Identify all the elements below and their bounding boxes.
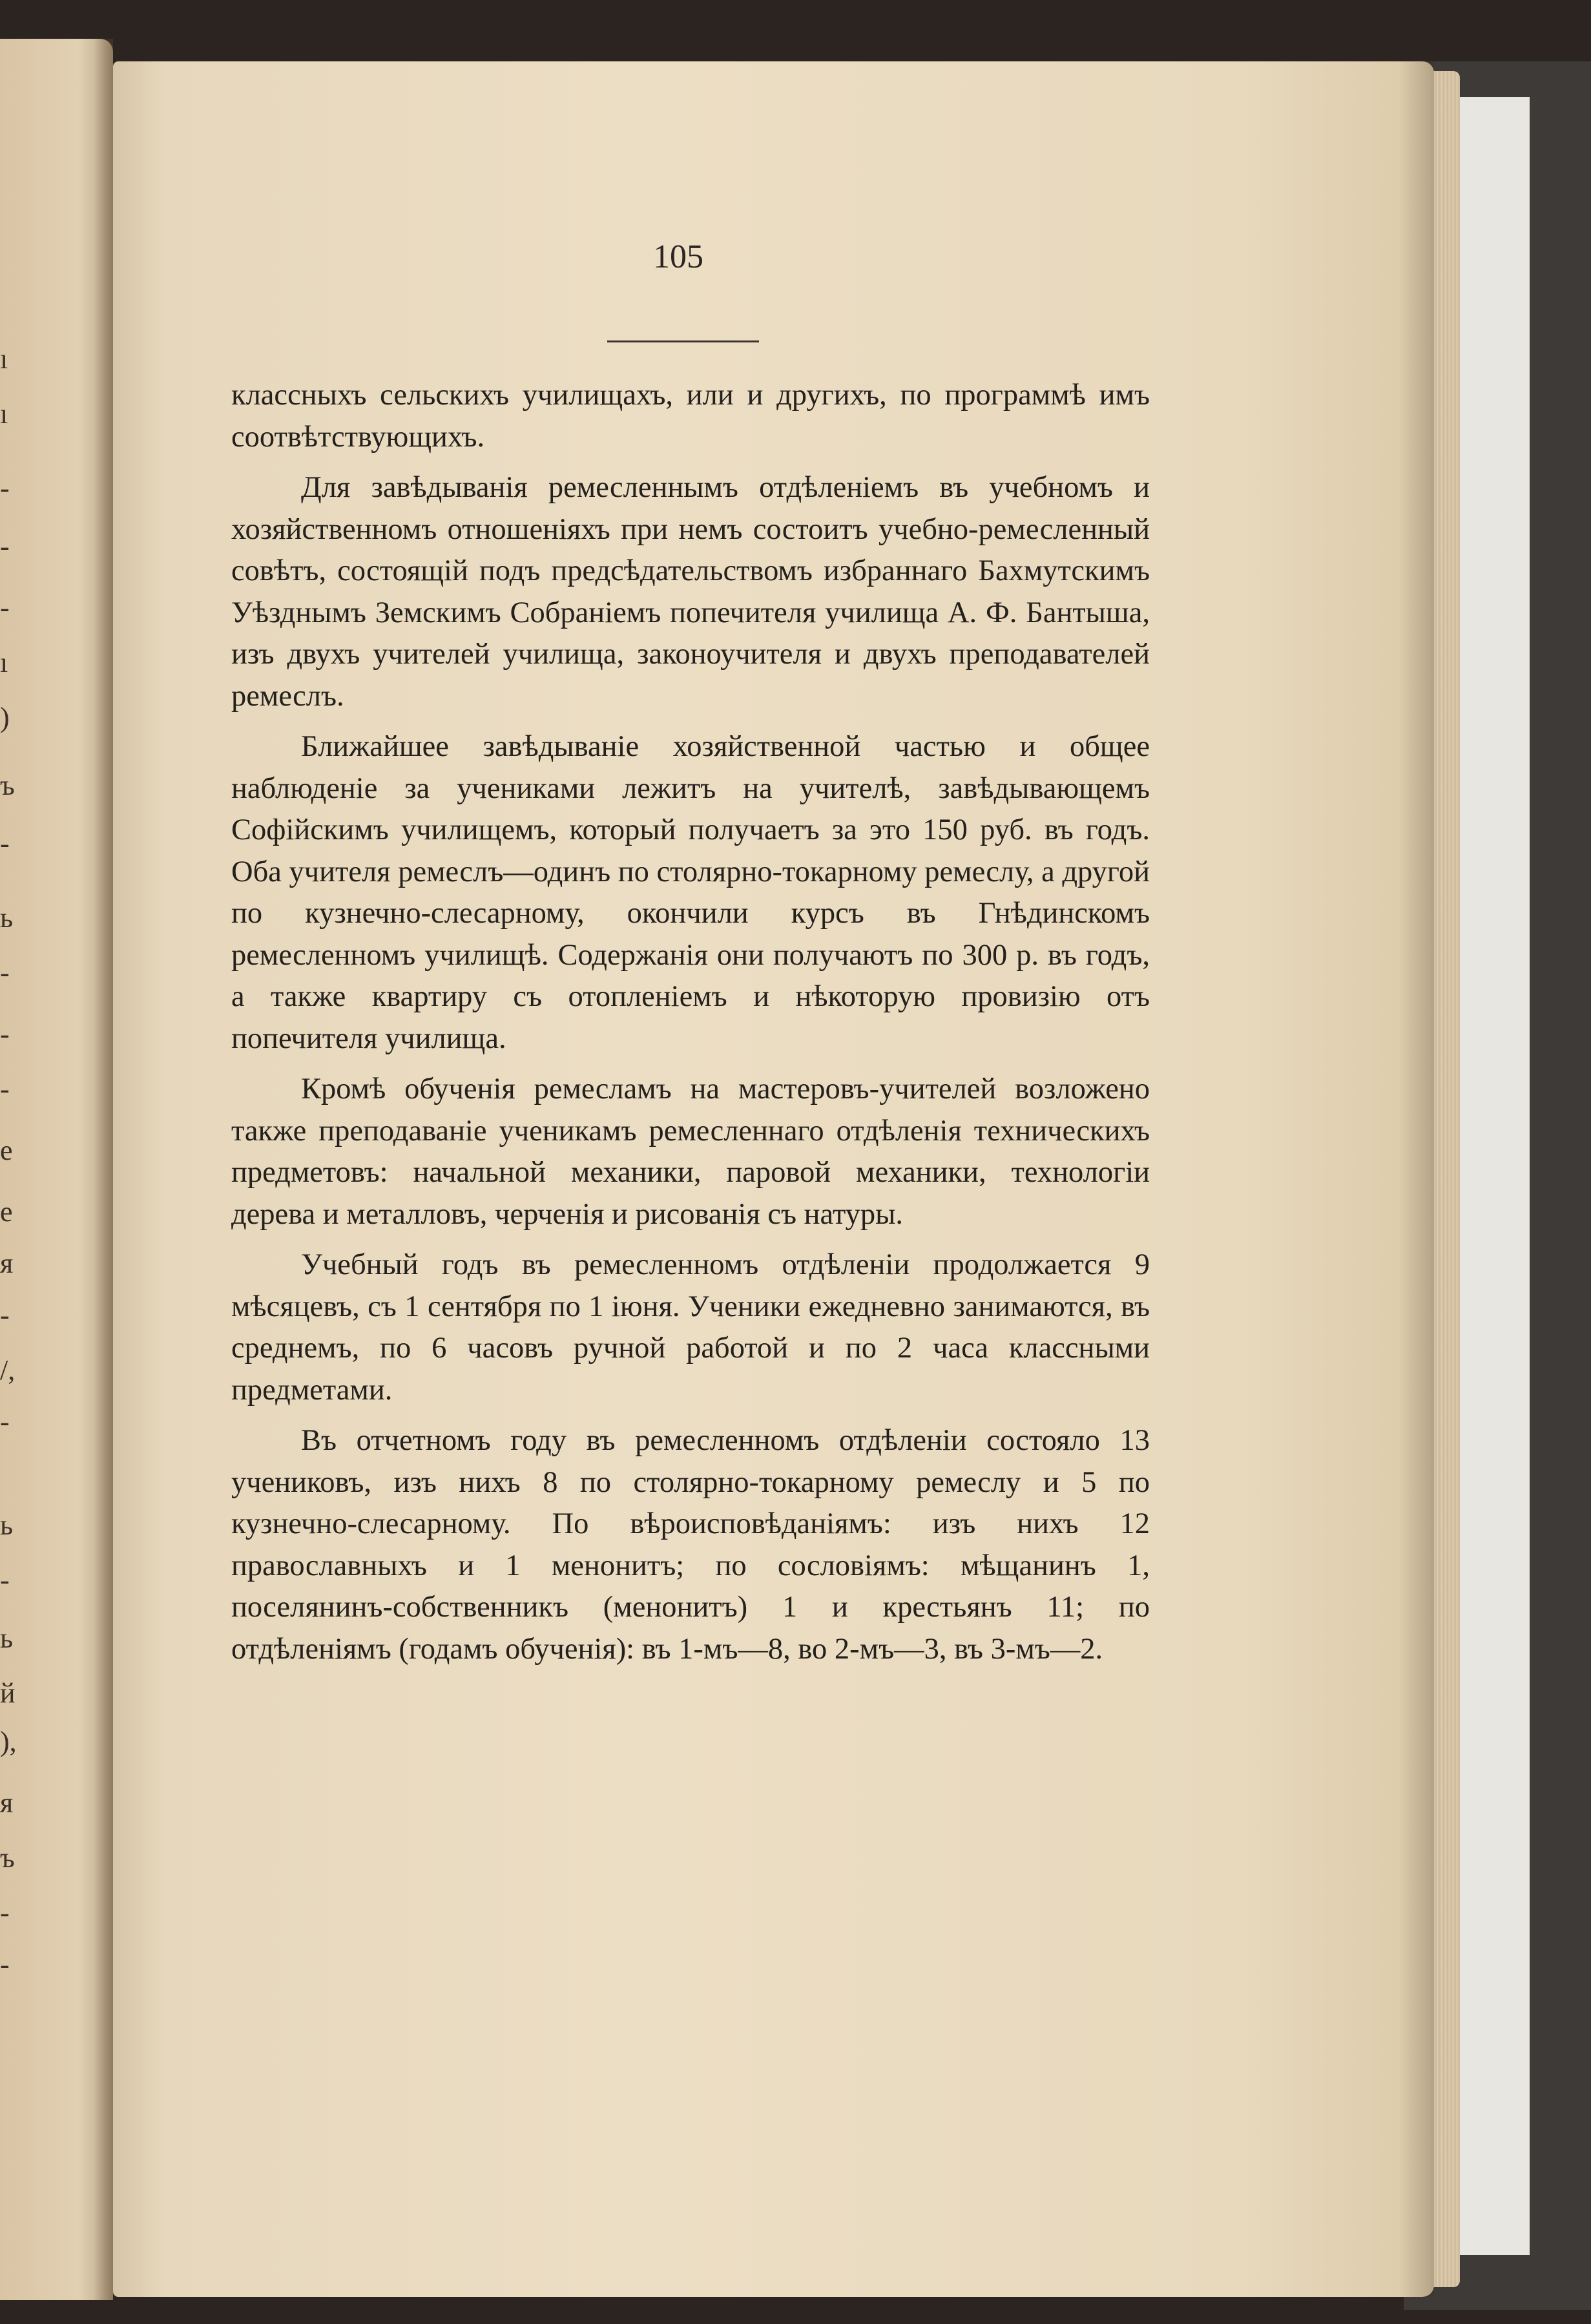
left-page-fragment: е xyxy=(0,1196,13,1228)
left-page-fragment: - xyxy=(0,1406,10,1438)
left-page-fragment: ı xyxy=(0,343,8,375)
left-page-fragment: ь xyxy=(0,1509,14,1541)
body-text xyxy=(231,375,1150,1670)
left-page-fragment: - xyxy=(0,592,10,623)
paragraph: Для завѣдыванія ремесленнымъ отдѣленіемъ въ учебномъ и хозяйственномъ отношеніяхъ при немъ состоитъ учебно-ремесленный совѣтъ, состоящій подъ предсѣдательствомъ избраннаго Бахмутскимъ Уѣзднымъ Земскимъ Собраніемъ попечителя училища А. Ф. Бантыша, изъ двухъ учителей училища, законоучителя и двухъ преподавателей ремеслъ. xyxy=(231,471,1150,713)
left-page-fragment: - xyxy=(0,1018,10,1050)
page-edge-shadow xyxy=(1399,61,1434,2297)
left-page-fragment: я xyxy=(0,1787,14,1819)
paragraph: Въ отчетномъ году въ ремесленномъ отдѣленіи состояло 13 учениковъ, изъ нихъ 8 по столярно-токарному ремеслу и 5 по кузнечно-слесарному. По вѣроисповѣданіямъ: изъ нихъ 12 православныхъ и 1 менонитъ; по сословіямъ: мѣщанинъ 1, поселянинъ-собственникъ (менонитъ) 1 и крестьянъ 11; по отдѣленіямъ (годамъ обученія): въ 1-мъ—8, во 2-мъ—3, въ 3-мъ—2. xyxy=(231,1424,1150,1666)
left-page-fragment: ı xyxy=(0,398,8,430)
left-page-fragment: ъ xyxy=(0,769,15,801)
left-page-fragment: - xyxy=(0,1073,10,1105)
left-page-fragment: ь xyxy=(0,1622,14,1654)
left-page-fragment: - xyxy=(0,472,10,504)
left-page-fragment: - xyxy=(0,1299,10,1331)
page-number: 105 xyxy=(653,238,703,275)
left-page-fragments xyxy=(0,39,26,2300)
left-page-fragment: ), xyxy=(0,1726,17,1757)
left-page-fragment: ь xyxy=(0,902,14,934)
left-page-fragment: ъ xyxy=(0,1842,15,1874)
left-page-fragment: ı xyxy=(0,647,8,678)
left-page-fragment: - xyxy=(0,957,10,989)
left-page-fragment: - xyxy=(0,1564,10,1596)
page-number-rule xyxy=(607,340,759,342)
paragraph: Учебный годъ въ ремесленномъ отдѣленіи продолжается 9 мѣсяцевъ, съ 1 сентября по 1 іюня. Ученики ежедневно занимаются, въ среднемъ, по 6 часовъ ручной работой и по 2 часа классными предметами. xyxy=(231,1248,1150,1407)
left-page-fragment: я xyxy=(0,1248,14,1279)
left-page-fragment: ) xyxy=(0,702,10,733)
left-page-fragment: - xyxy=(0,530,10,562)
left-page-fragment: - xyxy=(0,1897,10,1929)
left-page-fragment: - xyxy=(0,828,10,859)
paragraph: классныхъ сельскихъ училищахъ, или и другихъ, по программѣ имъ соотвѣтствующихъ. xyxy=(231,379,1150,454)
paragraph: Ближайшее завѣдываніе хозяйственной частью и общее наблюденіе за учениками лежитъ на учителѣ, завѣдывающемъ Софійскимъ училищемъ, который получаетъ за это 150 руб. въ годъ. Оба учителя ремеслъ—одинъ по столярно-токарному ремеслу, а другой по кузнечно-слесарному, окончили курсъ въ Гнѣдинскомъ ремесленномъ училищѣ. Содержанія они получаютъ по 300 р. въ годъ, а также квартиру съ отопленіемъ и нѣкоторую провизію отъ попечителя училища. xyxy=(231,730,1150,1055)
left-page-fragment: /, xyxy=(0,1354,16,1386)
paragraph: Кромѣ обученія ремесламъ на мастеровъ-учителей возложено также преподаваніе ученикамъ ремесленнаго отдѣленія техническихъ предметовъ: начальной механики, паровой механики, технологіи дерева и металловъ, черченія и рисованія съ натуры. xyxy=(231,1073,1150,1231)
left-page-fragment: - xyxy=(0,1949,10,1980)
left-gutter-shadow xyxy=(94,39,113,2300)
left-page-edge xyxy=(0,39,113,2300)
left-page-fragment: е xyxy=(0,1135,13,1166)
left-page-fragment: й xyxy=(0,1677,16,1709)
